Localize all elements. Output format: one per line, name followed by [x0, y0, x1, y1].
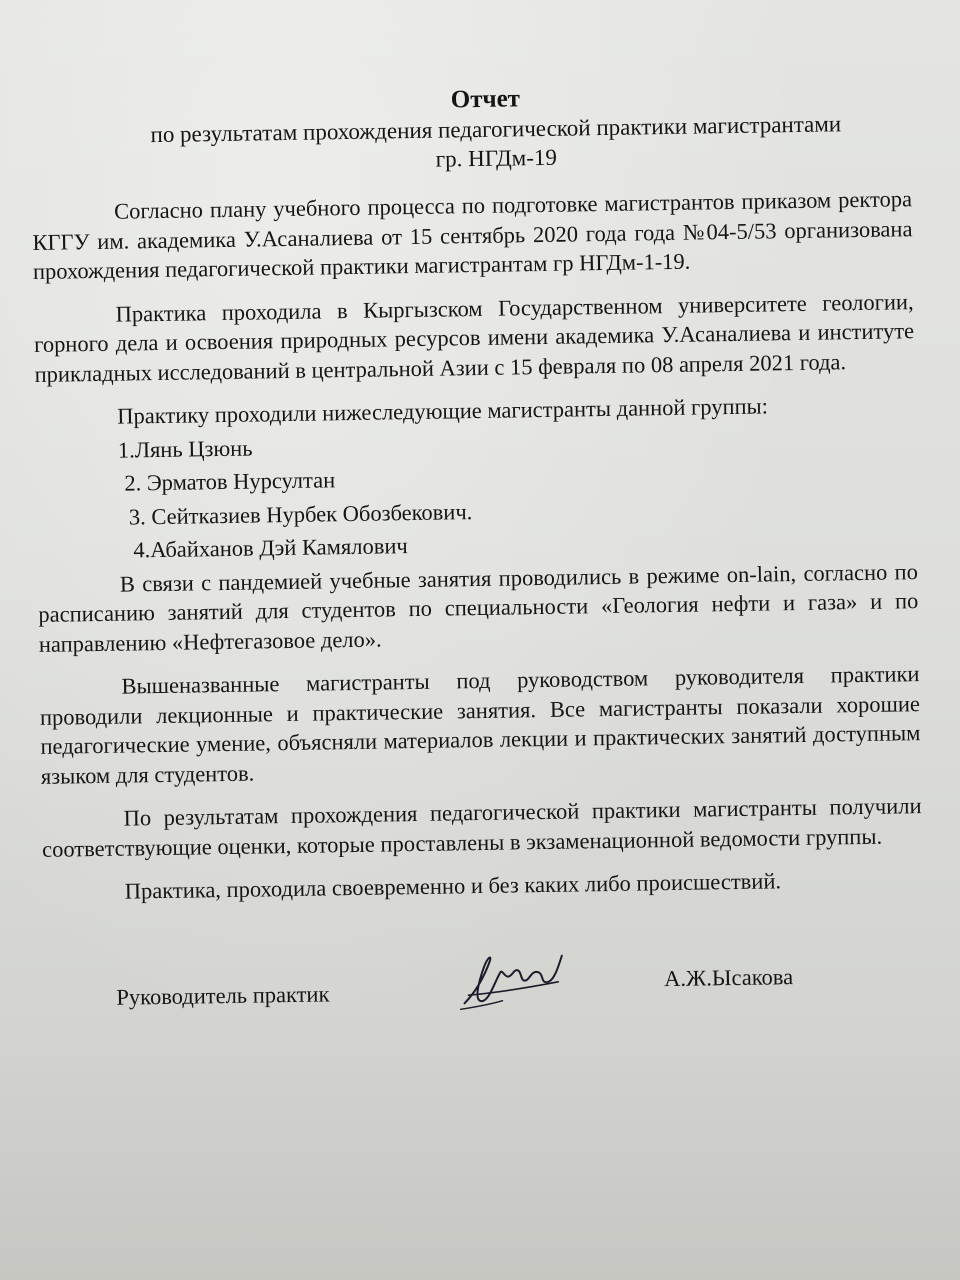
signature-label: Руководитель практик [116, 980, 330, 1010]
student-list-item: 4.Абайханов Дэй Камялович [133, 533, 408, 563]
document-sheet [30, 66, 925, 1043]
paragraph-location: Практика проходила в Кыргызском Государственном университете геологии, горного дела и освоения природных ресурсов имени академика У.Асаналиева и институте прикладных исследований в центральной Азии с 15 февраля по 08 апреля 2021 года. [33, 288, 915, 387]
handwritten-signature-icon [454, 941, 575, 1015]
paragraph-grades: По результатам прохождения педагогической практики магистранты получили соответствующие оценки, которые проставлены в экзаменационной ведомости группы. [41, 793, 922, 862]
paragraph-order: Согласно плану учебного процесса по подготовке магистрантов приказом ректора КГГУ им. академика У.Асаналиева от 15 сентябрь 2020 года года №04-5/53 организована прохождения педагогической практики магистрантам гр НГДм-1-19. [32, 186, 913, 284]
signatory-name: А.Ж.Ысакова [663, 963, 794, 991]
student-list-item: 1.Лянь Цзюнь [117, 435, 253, 463]
student-list-item: 3. Сейтказиев Нурбек Обозбекович. [128, 498, 473, 529]
paragraph-pandemic: В связи с пандемией учебные занятия проводились в режиме on-lain, согласно по расписанию занятий для студентов по специальности «Геология нефти и газа» и по направлению «Нефтегазовое дело». [38, 558, 919, 657]
paragraph-conclusion: Практика, проходила своевременно и без каких либо происшествий. [124, 868, 782, 904]
paragraph-activities: Вышеназванные магистранты под руководством руководителя практики проводили лекционные и практические занятия. Все магистранты показали хорошие педагогические умение, объясняли материалов лекции и практических занятий доступным языком для студентов. [39, 661, 921, 789]
document-subtitle-line1: по результатам прохождения педагогической практики магистрантами [150, 111, 842, 148]
student-list-item: 2. Эрматов Нурсултан [124, 467, 336, 496]
paragraph-students-intro: Практику проходили нижеследующие магистранты данной группы: [117, 393, 769, 429]
signature-block [44, 950, 925, 1044]
document-subtitle-line2: гр. НГДм-19 [435, 144, 558, 172]
document-title: Отчет [450, 85, 521, 114]
